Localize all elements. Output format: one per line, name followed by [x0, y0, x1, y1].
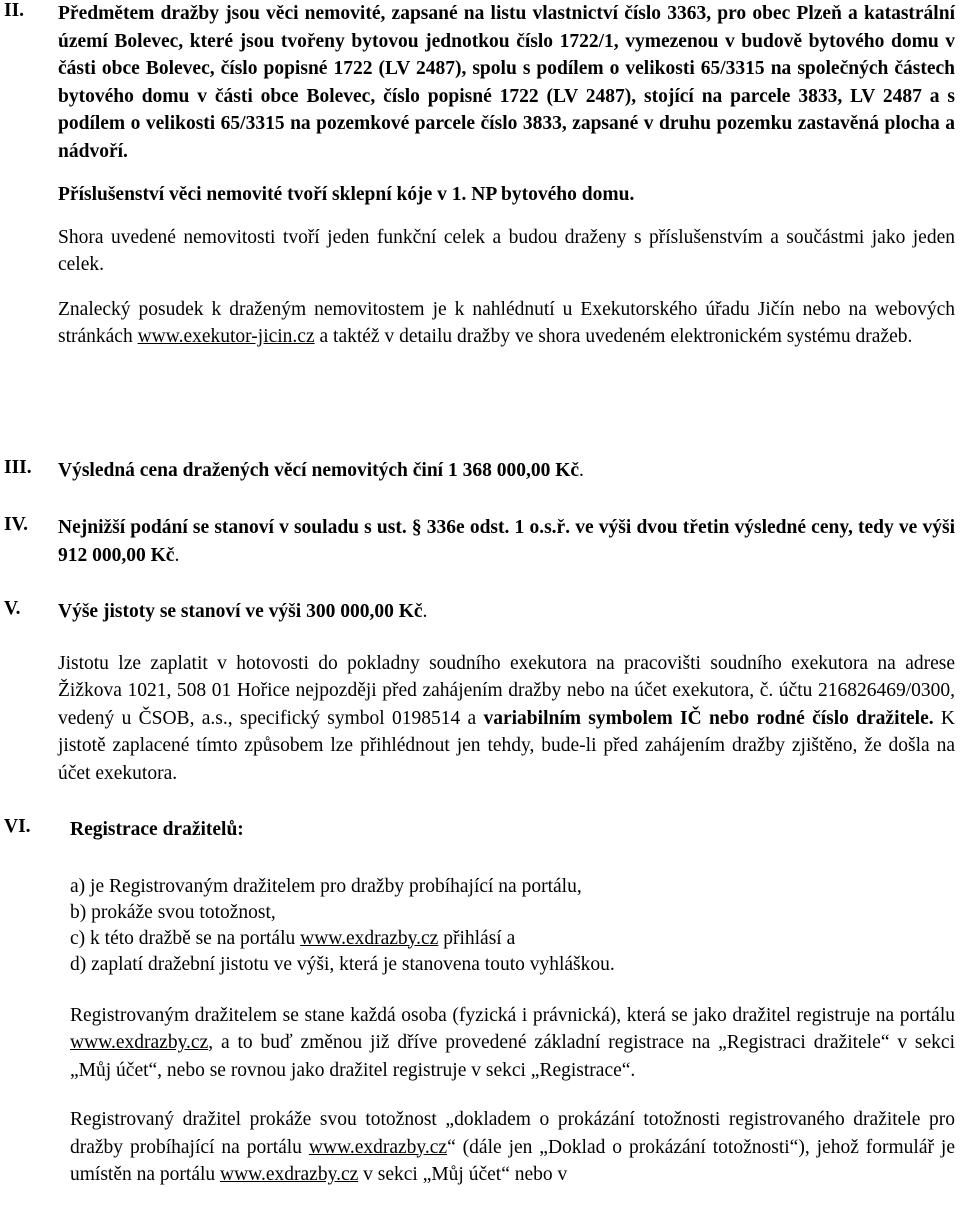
section-number: VI. — [4, 816, 31, 837]
registration-title: Registrace dražitelů: — [70, 819, 244, 840]
list-item: b) prokáže svou totožnost, — [70, 901, 276, 923]
accessories-paragraph: Příslušenství věci nemovité tvoří sklepní kóje v 1. NP bytového domu. — [58, 184, 635, 205]
section-number: IV. — [4, 514, 29, 535]
registration-paragraph: Registrovaným dražitelem se stane každá osoba (fyzická i právnická), která se jako dražitel registruje na portálu www.exdrazby.cz, a to buď změnou již dříve provedené základní registrace na „Registraci dražitele“ v sekci „Můj účet“, nebo se rovnou jako dražitel registruje v sekci „Registrace“. — [70, 1004, 955, 1081]
identity-paragraph: Registrovaný dražitel prokáže svou totožnost „dokladem o prokázání totožnosti registrovaného dražitele pro dražby probíhající na portálu www.exdrazby.cz“ (dále jen „Doklad o prokázání totožnosti“), jehož formulář je umístěn na portálu www.exdrazby.cz v sekci „Můj účet“ nebo v — [70, 1109, 955, 1185]
registration-list — [70, 874, 955, 978]
exdrazby-link[interactable]: www.exdrazby.cz — [300, 927, 439, 949]
list-item: c) k této dražbě se na portálu www.exdrazby.cz přihlásí a — [70, 927, 516, 949]
section-number: V. — [4, 598, 21, 619]
subject-paragraph: Předmětem dražby jsou věci nemovité, zapsané na listu vlastnictví číslo 3363, pro obec Plzeň a katastrální území Bolevec, které jsou tvořeny bytovou jednotkou číslo 1722/1, vymezenou v budově bytového domu v části obce Bolevec, číslo popisné 1722 (LV 2487), spolu s podílem o velikosti 65/3315 na společných částech bytového domu v části obce Bolevec, číslo popisné 1722 (LV 2487), stojící na parcele 3833, LV 2487 a s podílem o velikosti 65/3315 na pozemkové parcele číslo 3833, zapsané v druhu pozemku zastavěná plocha a nádvoří. — [58, 3, 955, 162]
deposit-amount: Výše jistoty se stanoví ve výši 300 000,00 Kč — [58, 601, 423, 622]
exekutor-link[interactable]: www.exekutor-jicin.cz — [137, 326, 315, 347]
list-item: d) zaplatí dražební jistotu ve výši, která je stanovena touto vyhláškou. — [70, 953, 615, 975]
exdrazby-link[interactable]: www.exdrazby.cz — [220, 1164, 359, 1185]
result-price: Výsledná cena dražených věcí nemovitých činí 1 368 000,00 Kč — [58, 460, 580, 481]
unit-paragraph: Shora uvedené nemovitosti tvoří jeden funkční celek a budou draženy s příslušenstvím a součástmi jako jeden celek. — [58, 226, 955, 275]
lowest-bid: Nejnižší podání se stanoví v souladu s ust. § 336e odst. 1 o.s.ř. ve výši dvou třetin výsledné ceny, tedy ve výši 912 000,00 Kč — [58, 517, 955, 566]
list-item: a) je Registrovaným dražitelem pro dražby probíhající na portálu, — [70, 875, 582, 897]
exdrazby-link[interactable]: www.exdrazby.cz — [70, 1032, 209, 1053]
appraisal-paragraph: Znalecký posudek k draženým nemovitostem je k nahlédnutí u Exekutorského úřadu Jičín nebo na webových stránkách www.exekutor-jicin.cz a taktéž v detailu dražby ve shora uvedeném elektronickém systému dražeb. — [58, 298, 955, 347]
section-number: III. — [4, 457, 32, 478]
exdrazby-link[interactable]: www.exdrazby.cz — [308, 1136, 448, 1158]
section-number: II. — [4, 0, 25, 21]
deposit-paragraph: Jistotu lze zaplatit v hotovosti do pokladny soudního exekutora na pracovišti soudního exekutora na adrese Žižkova 1021, 508 01 Hořice nejpozději před zahájením dražby nebo na účet exekutora, č. účtu 216826469/0300, vedený u ČSOB, a.s., specifický symbol 0198514 a variabilním symbolem IČ nebo rodné číslo dražitele. K jistotě zaplacené tímto způsobem lze přihlédnout jen tehdy, bude-li před zahájením dražby zjištěno, že došla na účet exekutora. — [58, 652, 955, 784]
